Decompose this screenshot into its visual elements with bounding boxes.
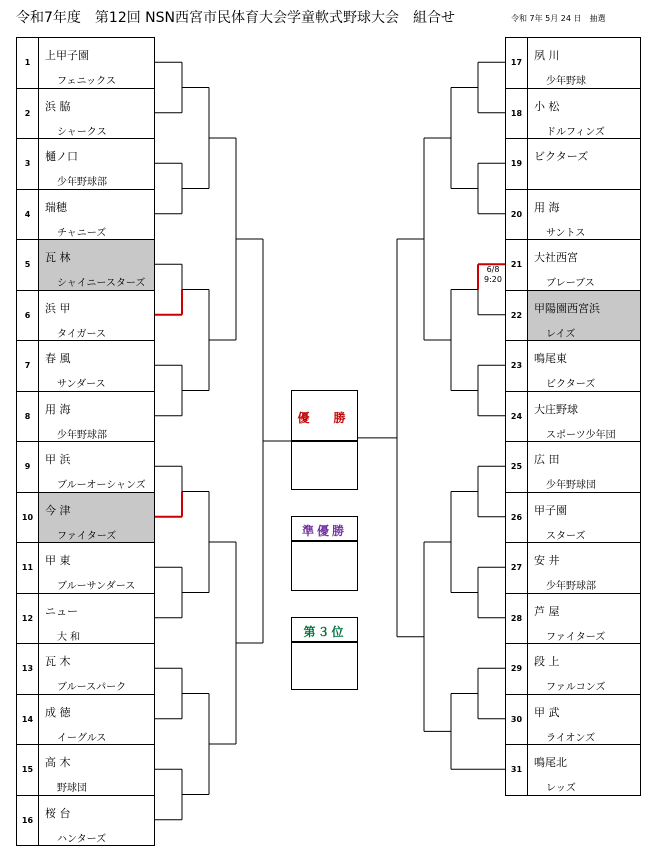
- team-number: 12: [16, 593, 39, 645]
- team-number: 21: [505, 239, 528, 291]
- team-name-line2: ビクターズ: [546, 379, 596, 390]
- team-cell: [527, 88, 641, 140]
- team-name-line1: 上甲子園: [45, 49, 89, 62]
- team-cell: [38, 88, 155, 140]
- team-name-line2: レッズ: [546, 783, 576, 794]
- team-name-line1: 安 井: [534, 554, 560, 567]
- team-name-line1: 浜 甲: [45, 301, 71, 315]
- team-number: 7: [16, 340, 39, 392]
- team-cell: [527, 340, 641, 392]
- team-name-line2: 大 和: [57, 631, 81, 643]
- team-cell: [527, 542, 641, 594]
- team-name-line1: 甲 東: [45, 554, 71, 567]
- team-cell: [38, 795, 155, 847]
- team-number: 22: [505, 290, 528, 342]
- team-name-line1: 成 徳: [45, 705, 71, 719]
- team-cell: [38, 138, 155, 190]
- champion-label: 優 勝: [297, 411, 352, 425]
- team-name-line1: 小 松: [534, 99, 560, 113]
- team-number: 2: [16, 88, 39, 140]
- team-name-line2: 野球団: [57, 783, 87, 794]
- team-number: 24: [505, 391, 528, 443]
- team-cell: [527, 37, 641, 89]
- team-name-line2: ブルーサンダース: [57, 581, 136, 592]
- team-number: 8: [16, 391, 39, 443]
- team-cell: [527, 744, 641, 796]
- third-place-box: [291, 617, 358, 642]
- team-name-line1: 甲 浜: [45, 453, 71, 466]
- team-cell: [38, 643, 155, 695]
- team-name-line2: タイガース: [57, 328, 106, 340]
- page-title: 令和7年度 第12回 NSN西宮市民体育大会学童軟式野球大会 組合せ: [16, 10, 456, 26]
- team-name-line2: ハンターズ: [57, 833, 107, 845]
- team-number: 19: [505, 138, 528, 190]
- team-cell: [38, 391, 155, 443]
- team-number: 28: [505, 593, 528, 645]
- champion-name-box: [291, 441, 358, 490]
- team-name-line1: 夙 川: [534, 49, 560, 62]
- team-cell: [38, 492, 155, 544]
- champion-box: [291, 390, 358, 441]
- team-cell: [527, 391, 641, 443]
- team-name-line2: ファイターズ: [57, 530, 117, 542]
- team-name-line1: 高 木: [45, 756, 71, 769]
- team-number: 4: [16, 189, 39, 241]
- team-cell: [527, 694, 641, 746]
- team-number: 10: [16, 492, 39, 544]
- team-cell: [38, 189, 155, 241]
- team-number: 31: [505, 744, 528, 796]
- runner-up-name-box: [291, 541, 358, 591]
- team-name-line2: イーグルス: [57, 732, 107, 744]
- team-cell: [527, 189, 641, 241]
- team-name-line1: 大社西宮: [534, 251, 578, 264]
- runner-up-box: [291, 516, 358, 541]
- team-name-line1: 大庄野球: [534, 402, 578, 416]
- team-name-line2: ブルーオーシャンズ: [57, 480, 146, 491]
- team-name-line2: ブルースパーク: [57, 682, 127, 693]
- team-name-line1: 広 田: [534, 453, 560, 466]
- team-cell: [527, 593, 641, 645]
- team-cell: [527, 441, 641, 493]
- team-number: 6: [16, 290, 39, 342]
- team-number: 17: [505, 37, 528, 89]
- team-name-line2: 少年野球: [546, 76, 586, 87]
- team-cell: [527, 239, 641, 291]
- team-number: 30: [505, 694, 528, 746]
- team-number: 14: [16, 694, 39, 746]
- team-cell: [38, 37, 155, 89]
- team-name-line2: スターズ: [546, 530, 586, 542]
- team-number: 5: [16, 239, 39, 291]
- team-name-line2: 少年野球団: [546, 480, 596, 491]
- team-cell: [38, 694, 155, 746]
- team-name-line1: 今 津: [45, 503, 71, 517]
- team-name-line1: 甲子園: [534, 503, 567, 517]
- team-name-line2: 少年野球部: [57, 429, 107, 441]
- match-time: 9:20: [484, 275, 502, 284]
- team-name-line2: スポーツ少年団: [546, 429, 616, 441]
- team-name-line2: 少年野球部: [546, 581, 596, 592]
- team-number: 20: [505, 189, 528, 241]
- team-cell: [38, 542, 155, 594]
- team-cell: [38, 239, 155, 291]
- team-number: 23: [505, 340, 528, 392]
- team-cell: [527, 492, 641, 544]
- team-cell: [527, 643, 641, 695]
- team-number: 11: [16, 542, 39, 594]
- team-number: 1: [16, 37, 39, 89]
- team-name-line1: ニュー: [45, 604, 78, 618]
- team-name-line2: ファルコンズ: [546, 682, 606, 693]
- team-name-line1: 瓦 林: [45, 251, 71, 264]
- team-name-line2: ファイターズ: [546, 631, 606, 643]
- team-name-line2: レイズ: [546, 328, 576, 340]
- team-name-line1: 桜 台: [45, 806, 71, 820]
- team-name-line1: 段 上: [534, 655, 560, 668]
- team-name-line2: シャークス: [57, 126, 107, 138]
- team-cell: [38, 290, 155, 342]
- team-cell: [527, 138, 641, 190]
- team-number: 26: [505, 492, 528, 544]
- team-cell: [38, 441, 155, 493]
- team-name-line1: ビクターズ: [534, 150, 589, 163]
- team-name-line1: 春 風: [45, 352, 71, 365]
- runner-up-label: 準優勝: [301, 524, 347, 538]
- team-number: 18: [505, 88, 528, 140]
- team-number: 9: [16, 441, 39, 493]
- third-place-name-box: [291, 642, 358, 690]
- team-name-line2: サンダース: [57, 379, 106, 390]
- team-name-line1: 用 海: [534, 200, 560, 214]
- match-schedule-note: [479, 265, 507, 285]
- team-name-line2: ドルフィンズ: [546, 126, 605, 138]
- team-name-line1: 鳴尾北: [534, 756, 567, 769]
- third-place-label: 第３位: [303, 625, 346, 639]
- team-name-line2: フェニックス: [57, 76, 116, 87]
- team-name-line2: チャニーズ: [57, 227, 107, 239]
- match-date: 6/8: [486, 265, 500, 274]
- team-name-line2: ライオンズ: [546, 732, 596, 744]
- team-name-line2: 少年野球部: [57, 177, 107, 188]
- team-number: 15: [16, 744, 39, 796]
- team-name-line1: 樋ノ口: [45, 150, 78, 163]
- team-name-line2: シャイニースターズ: [57, 278, 146, 289]
- team-cell: [527, 290, 641, 342]
- team-name-line1: 甲 武: [534, 705, 560, 719]
- team-cell: [38, 744, 155, 796]
- team-number: 27: [505, 542, 528, 594]
- team-number: 29: [505, 643, 528, 695]
- draw-date: 令和 7年 5月 24 日 抽選: [511, 14, 606, 23]
- team-name-line1: 甲陽園西宮浜: [534, 301, 600, 315]
- team-name-line1: 瑞穂: [45, 200, 67, 214]
- team-name-line2: ブレーブス: [546, 278, 595, 289]
- team-name-line1: 用 海: [45, 402, 71, 416]
- team-name-line1: 浜 脇: [45, 99, 71, 113]
- team-number: 3: [16, 138, 39, 190]
- team-cell: [38, 340, 155, 392]
- team-name-line1: 芦 屋: [534, 604, 560, 618]
- team-cell: [38, 593, 155, 645]
- team-number: 25: [505, 441, 528, 493]
- team-name-line1: 瓦 木: [45, 655, 71, 668]
- team-name-line1: 鳴尾東: [534, 352, 567, 365]
- team-name-line2: サントス: [546, 227, 586, 239]
- team-number: 16: [16, 795, 39, 847]
- team-number: 13: [16, 643, 39, 695]
